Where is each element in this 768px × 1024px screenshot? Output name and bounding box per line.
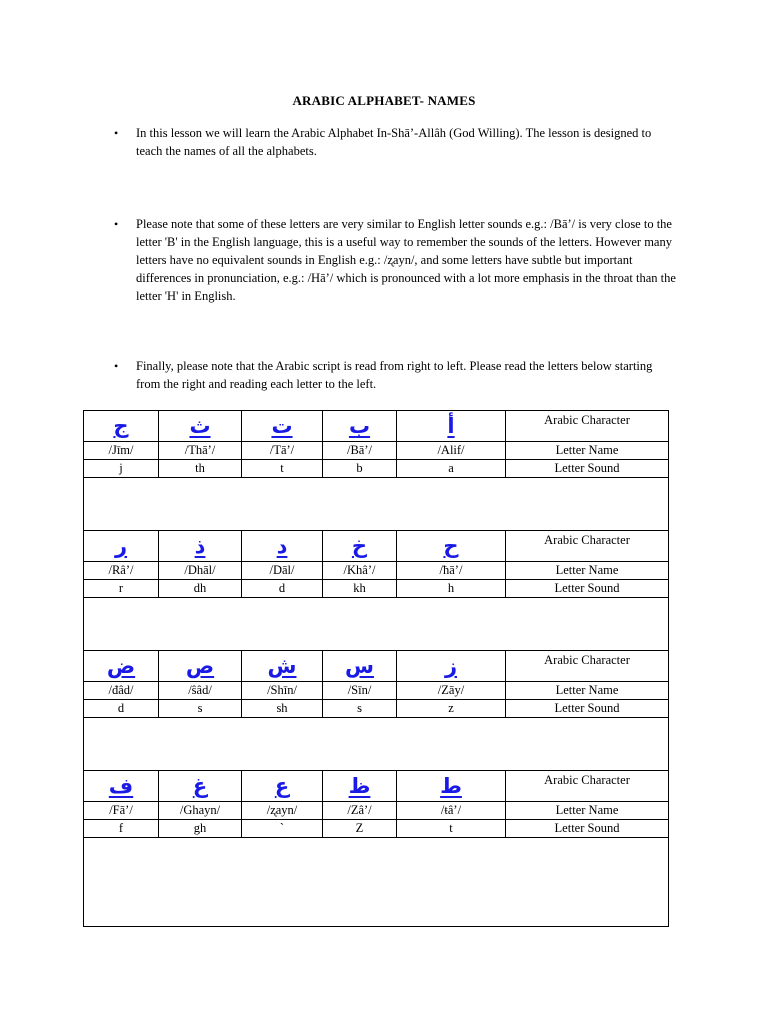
sound-cell: s [323, 700, 397, 718]
sound-cell: d [84, 700, 159, 718]
page-title: ARABIC ALPHABET- NAMES [292, 93, 476, 108]
character-cell [242, 531, 323, 562]
letter-sound-row [84, 460, 669, 478]
character-cell [323, 531, 397, 562]
character-cell [323, 651, 397, 682]
row-label: Arabic Character [506, 651, 669, 682]
spacer-row [84, 718, 669, 771]
spacer-cell [84, 718, 669, 771]
sound-cell: gh [159, 820, 242, 838]
letter-name-row [84, 802, 669, 820]
name-cell: /ʐayn/ [242, 802, 323, 820]
character-cell [242, 771, 323, 802]
arabic-letter: ح [443, 534, 459, 558]
row-label: Letter Sound [506, 700, 669, 718]
character-cell [159, 771, 242, 802]
spacer-row [84, 478, 669, 531]
name-cell: /Thā’/ [159, 442, 242, 460]
arabic-letter: ر [114, 534, 128, 558]
bullet-dot-icon: • [114, 126, 119, 140]
letter-name-row [84, 442, 669, 460]
arabic-letter: ذ [194, 534, 206, 558]
sound-cell: z [397, 700, 506, 718]
row-label: Letter Name [506, 802, 669, 820]
letter-name-row [84, 682, 669, 700]
character-cell [242, 651, 323, 682]
name-cell: /Ghayn/ [159, 802, 242, 820]
sound-cell: th [159, 460, 242, 478]
name-cell: /ŝâd/ [159, 682, 242, 700]
sound-cell: t [242, 460, 323, 478]
sound-cell: b [323, 460, 397, 478]
character-cell [84, 651, 159, 682]
sound-cell: dh [159, 580, 242, 598]
arabic-letter: ش [267, 654, 297, 678]
name-cell: /ħā’/ [397, 562, 506, 580]
name-cell: /Shīn/ [242, 682, 323, 700]
row-label: Arabic Character [506, 771, 669, 802]
name-cell: /đâd/ [84, 682, 159, 700]
bullet-text: In this lesson we will learn the Arabic Alphabet In-Shā’-Allâh (God Willing). The lesson is designed to teach the names of all the alphabets. [136, 126, 652, 158]
sound-cell: r [84, 580, 159, 598]
row-label: Letter Sound [506, 580, 669, 598]
sound-cell: d [242, 580, 323, 598]
sound-cell: s [159, 700, 242, 718]
sound-cell: Z [323, 820, 397, 838]
character-cell [84, 771, 159, 802]
character-cell [84, 531, 159, 562]
bullet-dot-icon: • [114, 217, 119, 231]
arabic-letter: ص [185, 654, 215, 678]
name-cell: /Sīn/ [323, 682, 397, 700]
name-cell: /Jīm/ [84, 442, 159, 460]
character-row [84, 531, 669, 562]
row-label: Letter Name [506, 442, 669, 460]
name-cell: /Zāy/ [397, 682, 506, 700]
arabic-letter: س [345, 654, 374, 678]
character-cell [323, 771, 397, 802]
arabic-letter: خ [351, 534, 368, 558]
letter-sound-row [84, 700, 669, 718]
arabic-letter: ب [348, 414, 371, 438]
arabic-letter: ف [108, 774, 134, 798]
row-label: Letter Sound [506, 820, 669, 838]
arabic-letter: ت [271, 414, 293, 438]
sound-cell: f [84, 820, 159, 838]
character-cell [397, 651, 506, 682]
row-label: Arabic Character [506, 411, 669, 442]
name-cell: /Tā’/ [242, 442, 323, 460]
character-cell [397, 411, 506, 442]
name-cell: /Alif/ [397, 442, 506, 460]
arabic-letter: ث [189, 414, 211, 438]
name-cell: /Bā’/ [323, 442, 397, 460]
character-cell [159, 531, 242, 562]
spacer-cell [84, 598, 669, 651]
arabic-letter: د [276, 534, 288, 558]
alphabet-table [83, 410, 669, 927]
arabic-letter: ظ [348, 774, 371, 798]
character-row [84, 771, 669, 802]
arabic-letter: ع [274, 774, 290, 798]
bullet-text: Finally, please note that the Arabic script is read from right to left. Please read the letters below starting from the right and reading each letter to the left. [136, 359, 653, 391]
bullet-text: Please note that some of these letters are very similar to English letter sounds e.g.: /Bā’/ is very close to the letter 'B' in the English language, this is a useful way to remember the sounds of the letters. However many letters have no equivalent sounds in English e.g.: /ʐayn/, and some letters have subtle but important differences in pronunciation, e.g.: /Hā’/ which is pronounced with a lot more emphasis in the throat than the letter 'H' in English. [136, 217, 676, 303]
bullet-dot-icon: • [114, 359, 119, 373]
spacer-row [84, 598, 669, 651]
name-cell: /Dhāl/ [159, 562, 242, 580]
character-cell [242, 411, 323, 442]
sound-cell: ` [242, 820, 323, 838]
letter-sound-row [84, 820, 669, 838]
arabic-letter: ز [444, 654, 458, 678]
character-row [84, 411, 669, 442]
name-cell: /Râ’/ [84, 562, 159, 580]
character-cell [84, 411, 159, 442]
spacer-cell [84, 838, 669, 927]
spacer-row [84, 838, 669, 927]
name-cell: /Khâ’/ [323, 562, 397, 580]
letter-name-row [84, 562, 669, 580]
name-cell: /Zâ’/ [323, 802, 397, 820]
character-cell [397, 771, 506, 802]
sound-cell: j [84, 460, 159, 478]
arabic-letter: ط [440, 774, 462, 798]
sound-cell: t [397, 820, 506, 838]
arabic-letter: ض [106, 654, 136, 678]
character-cell [159, 411, 242, 442]
sound-cell: kh [323, 580, 397, 598]
character-row [84, 651, 669, 682]
character-cell [159, 651, 242, 682]
row-label: Letter Name [506, 682, 669, 700]
arabic-letter: ج [113, 414, 129, 438]
letter-sound-row [84, 580, 669, 598]
row-label: Letter Sound [506, 460, 669, 478]
row-label: Arabic Character [506, 531, 669, 562]
row-label: Letter Name [506, 562, 669, 580]
sound-cell: sh [242, 700, 323, 718]
arabic-letter: غ [192, 774, 208, 798]
name-cell: /Fā’/ [84, 802, 159, 820]
character-cell [323, 411, 397, 442]
name-cell: /Dāl/ [242, 562, 323, 580]
sound-cell: h [397, 580, 506, 598]
name-cell: /ŧâ’/ [397, 802, 506, 820]
character-cell [397, 531, 506, 562]
arabic-letter: أ [447, 414, 455, 438]
spacer-cell [84, 478, 669, 531]
sound-cell: a [397, 460, 506, 478]
